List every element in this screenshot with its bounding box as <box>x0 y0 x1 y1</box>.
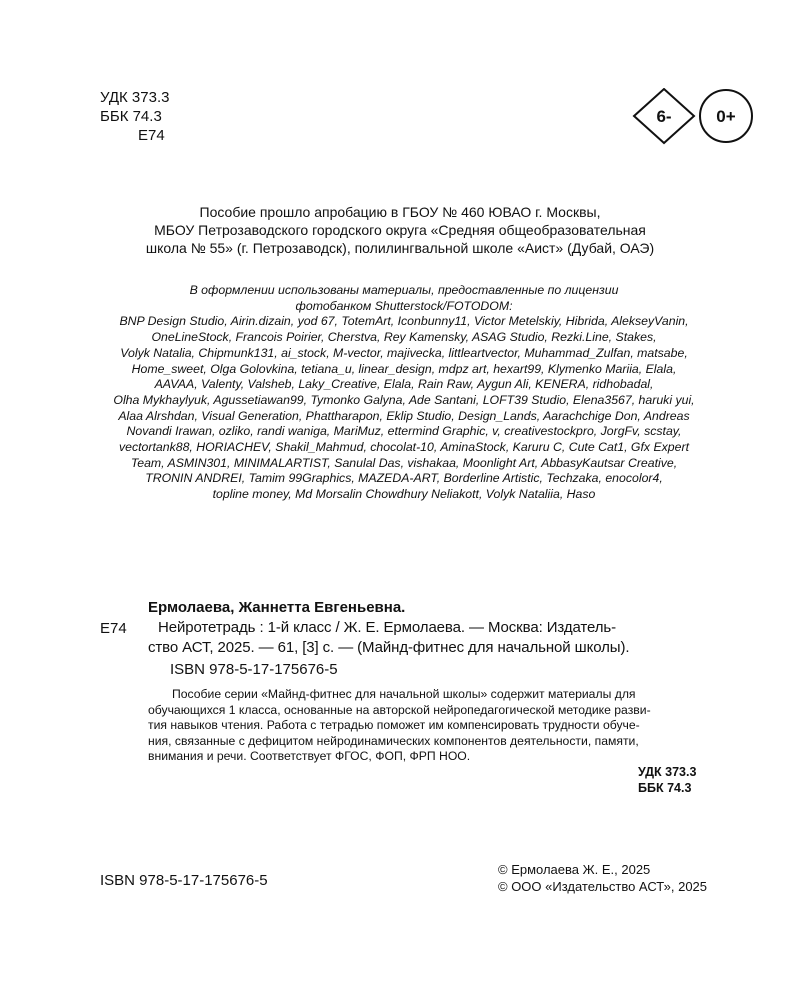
credits-line: OneLineStock, Francois Poirier, Cherstva, Rey Kamensky, ASAG Studio, Rezki.Line, Stakes, <box>151 330 657 345</box>
book-description <box>148 618 710 658</box>
credits-line: TRONIN ANDREI, Tamim 99Graphics, MAZEDA-ART, Borderline Artistic, Techzaka, enocolor4, <box>145 471 663 486</box>
copyright-publisher: © ООО «Издательство АСТ», 2025 <box>498 879 708 894</box>
credits-line: Alaa Alrshdan, Visual Generation, Phattharapon, Eklip Studio, Design_Lands, Aarachchige Don, Andreas <box>118 408 690 423</box>
annotation-text <box>148 687 705 765</box>
credits-line: Home_sweet, Olga Golovkina, tetiana_u, linear_design, mdpz art, hexart99, Klymenko Mariia, Elala, <box>131 361 677 376</box>
credits-line: topline money, Md Morsalin Chowdhury Neliakott, Volyk Nataliia, Haso <box>212 487 596 502</box>
age-circle-label: 0+ <box>716 107 736 126</box>
bibliographic-record <box>148 598 710 680</box>
image-credits <box>96 283 712 503</box>
classification-codes <box>100 88 169 145</box>
annotation-codes <box>638 765 696 796</box>
bbk-code: ББК 74.3 <box>100 108 162 125</box>
credits-line: Olha Mykhaylyuk, Agussetiawan99, Tymonko Galyna, Ade Santani, LOFT39 Studio, Elena3567, haruki yui, <box>113 392 695 407</box>
credits-line: Team, ASMIN301, MINIMALARTIST, Sanulal Das, vishakaa, Moonlight Art, AbbasyKautsar Creative, <box>130 455 678 470</box>
age-rating-badges <box>632 88 756 146</box>
annotation-udk: УДК 373.3 <box>638 765 697 779</box>
annotation-line: внимания и речи. Соответствует ФГОС, ФОП, ФРП НОО. <box>148 749 471 764</box>
footer-isbn: ISBN 978-5-17-175676-5 <box>100 872 268 889</box>
copyright-author: © Ермолаева Ж. Е., 2025 <box>498 862 651 877</box>
bibliographic-sign: Е74 <box>100 620 127 637</box>
udk-code: УДК 373.3 <box>100 89 170 106</box>
approval-note <box>100 203 700 257</box>
age-badges-graphic <box>632 88 756 146</box>
approval-line: МБОУ Петрозаводского городского округа «Средняя общеобразовательная <box>154 222 646 238</box>
annotation-line: ния, связанные с дефицитом нейродинамических компонентов деятельности, памяти, <box>148 733 639 748</box>
credits-line: Volyk Natalia, Chipmunk131, ai_stock, M-vector, majivecka, littleartvector, Muhammad_Zulfan, matsabe, <box>120 345 688 360</box>
credits-line: BNP Design Studio, Airin.dizain, yod 67, TotemArt, Iconbunny11, Victor Metelskiy, Hibrida, AlekseyVanin, <box>119 314 689 329</box>
approval-line: Пособие прошло апробацию в ГБОУ № 460 ЮВАО г. Москвы, <box>199 204 601 220</box>
age-diamond-label: 6- <box>656 107 672 126</box>
book-description-line: ство АСТ, 2025. — 61, [3] с. — (Майнд-фитнес для начальной школы). <box>148 639 630 656</box>
book-isbn: ISBN 978-5-17-175676-5 <box>170 661 338 678</box>
book-author: Ермолаева, Жаннетта Евгеньевна. <box>148 599 406 616</box>
annotation-line: Пособие серии «Майнд-фитнес для начальной школы» содержит материалы для <box>172 687 636 701</box>
copyright-block <box>498 861 707 895</box>
credits-intro-line: В оформлении использованы материалы, предоставленные по лицензии <box>189 283 619 297</box>
author-sign: Е74 <box>138 127 165 144</box>
book-description-line: Нейротетрадь : 1-й класс / Ж. Е. Ермолаева. — Москва: Издатель- <box>158 619 617 636</box>
credits-line: Novandi Irawan, ozliko, randi waniga, MariMuz, ettermind Graphic, v, creativestockpro, JorgFv, scstay, <box>126 424 682 439</box>
credits-intro-line: фотобанком Shutterstock/FOTODOM: <box>295 298 513 313</box>
credits-line: AAVAA, Valenty, Valsheb, Laky_Creative, Elala, Rain Raw, Aygun Ali, KENERA, ridhobadal, <box>154 377 654 392</box>
credits-line: vectortank88, HORIACHEV, Shakil_Mahmud, chocolat-10, AminaStock, Karuru C, Cute Cat1, Gfx Expert <box>119 440 689 455</box>
annotation-bbk: ББК 74.3 <box>638 780 692 795</box>
annotation-line: тия навыков чтения. Работа с тетрадью поможет им компенсировать трудности обуче- <box>148 718 640 733</box>
annotation-line: обучающихся 1 класса, основанные на авторской нейропедагогической методике разви- <box>148 702 651 717</box>
approval-line: школа № 55» (г. Петрозаводск), полилингвальной школе «Аист» (Дубай, ОАЭ) <box>145 240 655 256</box>
